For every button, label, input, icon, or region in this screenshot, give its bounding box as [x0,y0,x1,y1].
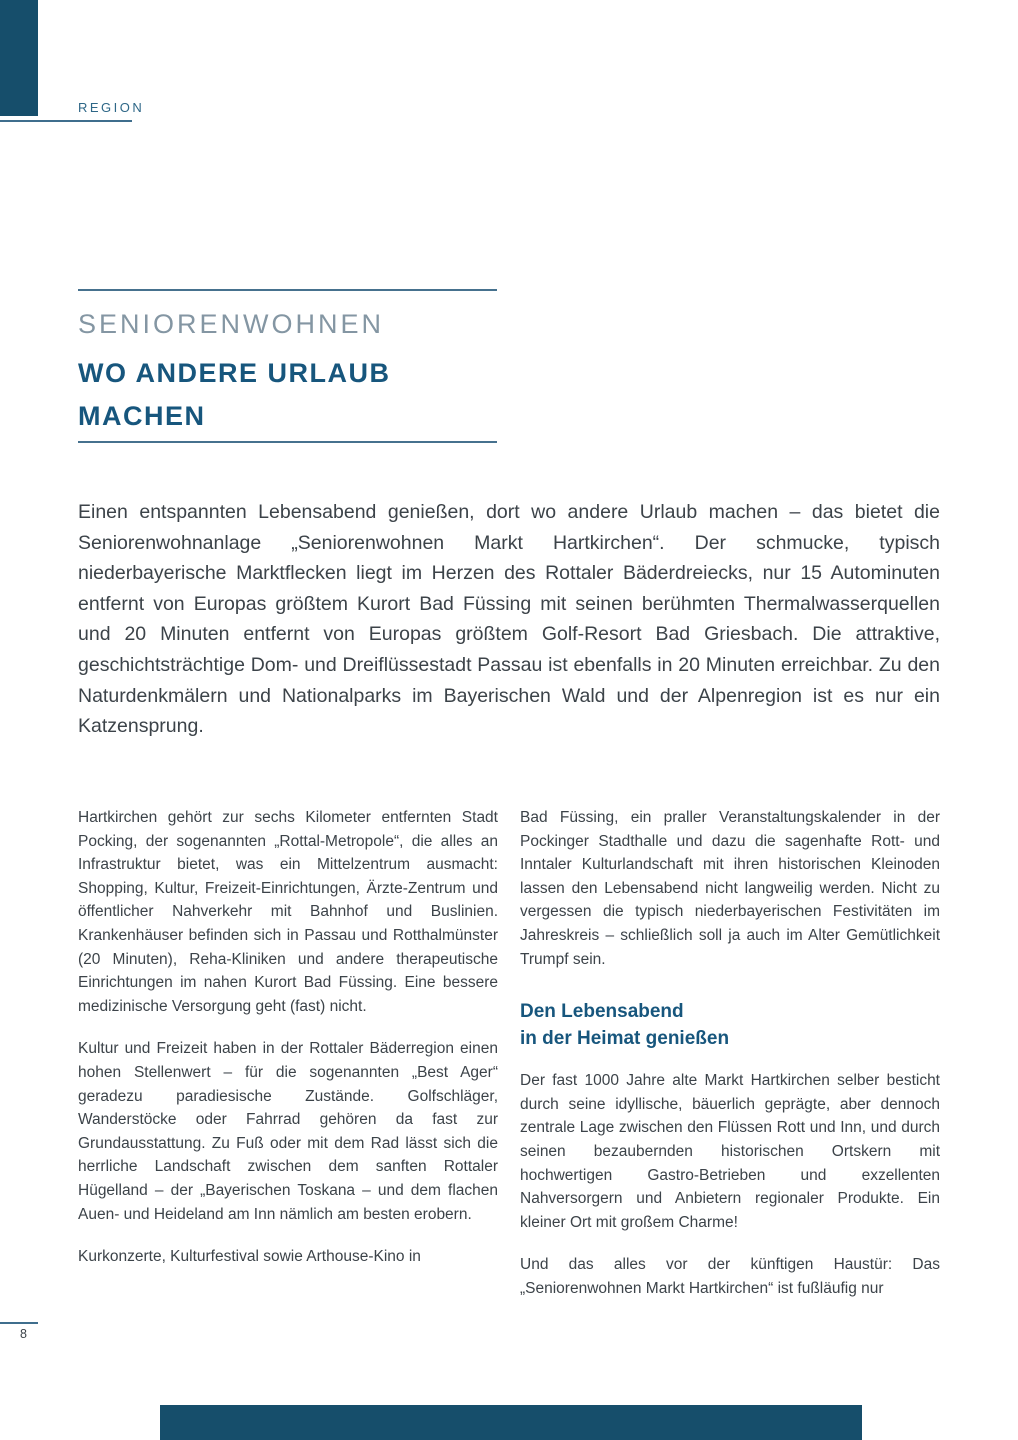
headline-top-rule [78,289,497,291]
headline-bottom-rule [78,441,497,443]
left-paragraph-3: Kurkonzerte, Kulturfestival sowie Arthouse-Kino in [78,1248,421,1266]
bottom-accent-bar [160,1405,862,1440]
column-subheading [520,998,940,1052]
page-number: 8 [20,1327,27,1341]
article-title [78,352,390,438]
article-kicker: SENIORENWOHNEN [78,309,385,339]
right-paragraph-2: Der fast 1000 Jahre alte Markt Hartkirchen selber besticht durch seine idyllische, bäuerlich geprägte, aber dennoch zentrale Lage zwischen den Flüssen Rott und Inn, und durch seinen bezaubernden historischen Ortskern mit hochwertigen Gastro-Betrieben und exzellenten Nahversorgern und Anbietern regionaler Produkte. Ein kleiner Ort mit großem Charme! [520,1072,940,1231]
left-paragraph-1: Hartkirchen gehört zur sechs Kilometer entfernten Stadt Pocking, der sogenannten „Rottal-Metropole“, die alles an Infrastruktur bietet, was ein Mittelzentrum ausmacht: Shopping, Kultur, Freizeit-Einrichtungen, Ärzte-Zentrum und öffentlicher Nahverkehr mit Bahnhof und Buslinien. Krankenhäuser befinden sich in Passau und Rotthalmünster (20 Minuten), Reha-Kliniken und andere therapeutische Einrichtungen im nahen Kurort Bad Füssing. Eine bessere medizinische Versorgung geht (fast) nicht. [78,809,498,1015]
left-column [78,806,498,1320]
column-subheading-line1: Den Lebensabend [520,1001,684,1023]
top-left-accent-block [0,0,38,116]
left-paragraph-2: Kultur und Freizeit haben in der Rottaler Bäderregion einen hohen Stellenwert – für die sogenannten „Best Ager“ geradezu paradiesische Zustände. Golfschläger, Wanderstöcke oder Fahrrad gehören da fast zur Grundausstattung. Zu Fuß oder mit dem Rad lässt sich die herrliche Landschaft zwischen dem sanften Rottaler Hügelland – der „Bayerischen Toskana – und dem flachen Auen- und Heideland am Inn nämlich am besten erobern. [78,1040,498,1223]
lead-paragraph: Einen entspannten Lebensabend genießen, dort wo andere Urlaub machen – das bietet die Seniorenwohnanlage „Seniorenwohnen Markt Hartkirchen“. Der schmucke, typisch niederbayerische Marktflecken liegt im Herzen des Rottaler Bäderdreiecks, nur 15 Autominuten entfernt von Europas größtem Kurort Bad Füssing mit seinen berühmten Thermalwasserquellen und 20 Minuten entfernt von Europas größtem Golf-Resort Bad Griesbach. Die attraktive, geschichtsträchtige Dom- und Dreiflüssestadt Passau ist ebenfalls in 20 Minuten erreichbar. Zu den Naturdenkmälern und Nationalparks im Bayerischen Wald und der Alpenregion ist es nur ein Katzensprung. [78,501,940,738]
article-title-line2: MACHEN [78,401,206,431]
right-paragraph-3: Und das alles vor der künftigen Haustür: Das „Seniorenwohnen Markt Hartkirchen“ ist fußläufig nur [520,1256,940,1297]
region-underline [0,120,132,122]
body-columns [78,806,940,1320]
page-number-rule [0,1322,38,1324]
right-paragraph-1: Bad Füssing, ein praller Veranstaltungskalender in der Pockinger Stadthalle und dazu die sagenhafte Rott- und Inntaler Kulturlandschaft mit ihren historischen Kleinoden lassen den Lebensabend nicht langweilig werden. Nicht zu vergessen die typisch niederbayerischen Festivitäten im Jahreskreis – schließlich soll ja auch im Alter Gemütlichkeit Trumpf sein. [520,809,940,968]
section-label: REGION [78,100,145,115]
column-subheading-line2: in der Heimat genießen [520,1028,730,1050]
article-title-line1: WO ANDERE URLAUB [78,358,391,388]
right-column [520,806,940,1320]
